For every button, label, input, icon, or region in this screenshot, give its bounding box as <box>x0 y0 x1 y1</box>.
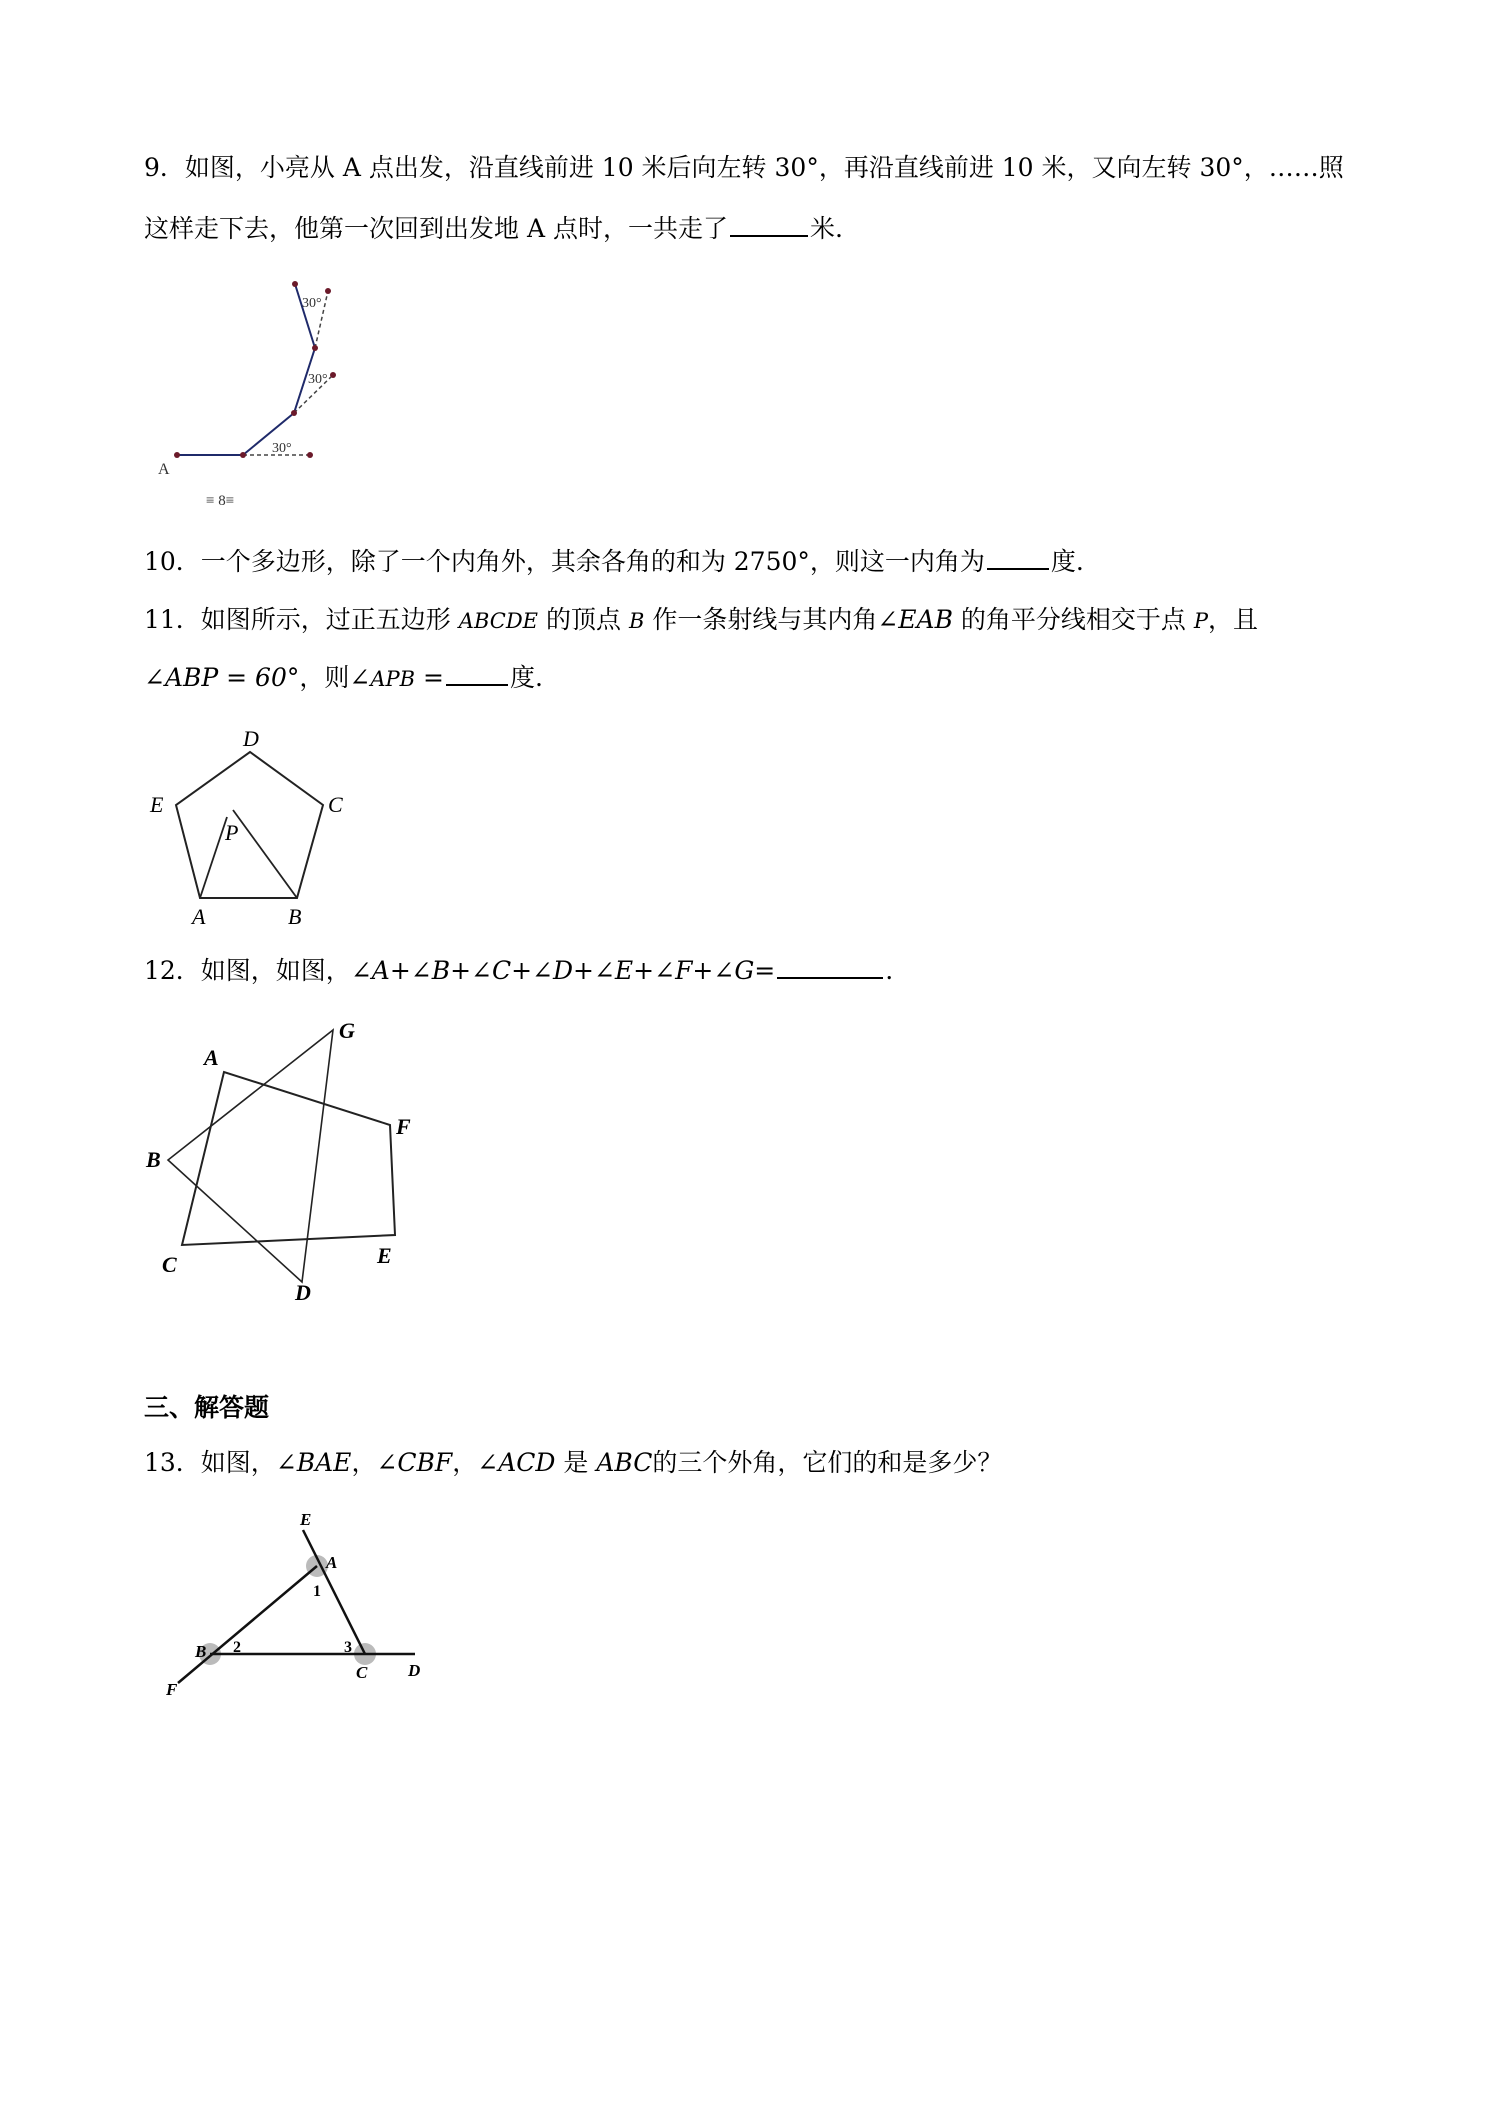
label-B: B <box>288 904 302 929</box>
q9-line2 <box>144 213 843 245</box>
q11-math: B <box>628 609 645 633</box>
label-F: F <box>166 1680 178 1699</box>
point-marker <box>291 410 297 416</box>
q13-text: ， <box>351 1448 377 1477</box>
q13-math: ABC <box>596 1448 653 1477</box>
q12-stem: 12．如图，如图， <box>144 956 351 985</box>
q12-answer-blank[interactable] <box>777 955 883 979</box>
label-G: G <box>339 1018 355 1043</box>
point-marker <box>325 288 331 294</box>
pentagon <box>176 752 323 898</box>
q12-period: . <box>885 956 894 985</box>
q12-math: ∠A+∠B+∠C+∠D+∠E+∠F+∠G= <box>350 956 776 985</box>
figure-11 <box>140 720 370 930</box>
q9-answer-blank[interactable] <box>730 213 808 237</box>
point-marker <box>174 452 180 458</box>
angle-label-3: 30° <box>302 296 322 311</box>
label-2: 2 <box>233 1639 241 1656</box>
q9-line1: 9．如图，小亮从 A 点出发，沿直线前进 10 米后向左转 30°，再沿直线前进 10 米，又向左转 30°，……照 <box>144 153 1344 182</box>
q13-stem: 13．如图， <box>144 1448 276 1477</box>
q11-line1 <box>144 604 1258 637</box>
q13-text: 是 <box>555 1448 597 1477</box>
label-A: A <box>204 1045 219 1070</box>
q11-text: ，则∠ <box>299 663 371 692</box>
ray-line <box>233 810 297 898</box>
angle-label-1: 30° <box>272 441 292 456</box>
label-B: B <box>195 1642 207 1661</box>
q13-math: ∠BAE <box>275 1448 352 1477</box>
q10-stem: 10．一个多边形，除了一个内角外，其余各角的和为 2750°，则这一内角为 <box>144 547 985 576</box>
point-marker <box>312 345 318 351</box>
label-3: 3 <box>344 1639 352 1656</box>
label-D: D <box>295 1280 311 1305</box>
q10-unit: 度. <box>1050 547 1084 576</box>
label-B: B <box>146 1147 161 1172</box>
q11-math: APB <box>370 667 416 691</box>
point-marker <box>330 372 336 378</box>
q10-text <box>144 546 1084 578</box>
q13-text: ， <box>452 1448 478 1477</box>
label-D: D <box>243 726 259 751</box>
q13-math: ∠ACD <box>477 1448 556 1477</box>
q13-text <box>144 1447 1002 1479</box>
bisector-line <box>200 817 227 898</box>
label-E: E <box>150 792 164 817</box>
q11-text: = <box>415 663 444 692</box>
q11-math: ∠ABP = 60° <box>144 663 300 692</box>
label-A: A <box>326 1553 338 1572</box>
section-heading: 三、解答题 <box>144 1393 270 1422</box>
q10-answer-blank[interactable] <box>987 546 1049 570</box>
q13-math: ∠CBF <box>376 1448 453 1477</box>
q11-text: 的顶点 <box>545 605 621 634</box>
quadrilateral-ACEF <box>182 1072 395 1245</box>
label-D: D <box>408 1661 421 1680</box>
point-marker <box>292 281 298 287</box>
q11-text: 11．如图所示，过正五边形 <box>144 605 451 634</box>
label-C: C <box>162 1252 177 1277</box>
label-E: E <box>377 1243 392 1268</box>
figure-caption: ≡ 8≡ <box>206 493 235 509</box>
q11-text: ，且 <box>1208 605 1259 634</box>
label-A: A <box>158 461 170 478</box>
label-C: C <box>328 792 343 817</box>
q9-line2-unit: 米. <box>809 214 843 243</box>
label-E: E <box>300 1510 312 1529</box>
q11-answer-blank[interactable] <box>446 662 508 686</box>
point-marker <box>307 452 313 458</box>
segment-4 <box>295 284 315 348</box>
q9-line2-text: 这样走下去，他第一次回到出发地 A 点时，一共走了 <box>144 214 728 243</box>
q12-text <box>144 955 893 987</box>
q11-text: 作一条射线与其内角∠ <box>652 605 899 634</box>
q13-text: 的三个外角，它们的和是多少？ <box>652 1448 1003 1477</box>
q11-unit: 度. <box>509 663 543 692</box>
label-A: A <box>192 904 206 929</box>
label-F: F <box>396 1114 411 1139</box>
point-marker <box>240 452 246 458</box>
figure-13 <box>150 1500 450 1700</box>
figure-9 <box>150 270 360 510</box>
q11-line2 <box>144 662 543 695</box>
q11-math: P <box>1193 609 1209 633</box>
q11-math: EAB <box>898 605 953 634</box>
q11-math: ABCDE <box>458 609 539 633</box>
label-P: P <box>225 820 239 845</box>
figure-12 <box>140 1010 430 1305</box>
line-FA <box>178 1566 317 1683</box>
angle-label-2: 30° <box>308 372 328 387</box>
label-C: C <box>356 1663 368 1682</box>
q11-text: 的角平分线相交于点 <box>960 605 1186 634</box>
label-1: 1 <box>313 1583 321 1600</box>
